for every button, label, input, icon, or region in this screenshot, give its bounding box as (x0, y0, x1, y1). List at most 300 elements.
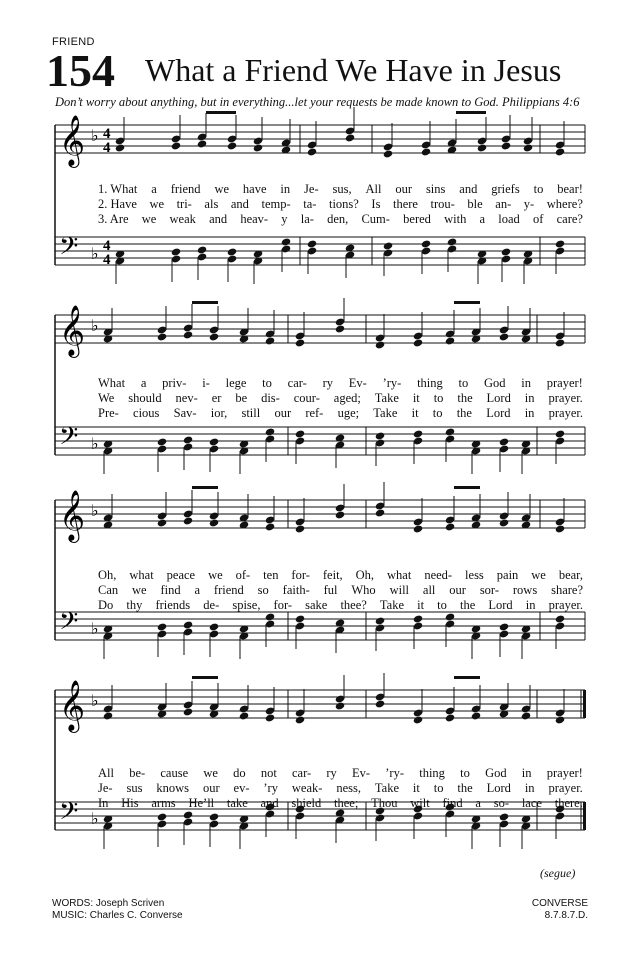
notehead (335, 324, 345, 333)
notehead (253, 143, 263, 152)
lyric-syllable: shield (291, 796, 322, 810)
lyric-syllable: our (202, 781, 220, 795)
treble-clef-icon: 𝄞 (59, 305, 86, 356)
lyric-syllable: do (233, 766, 246, 780)
lyric-syllable: Lord (488, 598, 513, 612)
lyric-syllable: Lord (486, 781, 511, 795)
lyric-syllable: We (98, 391, 115, 405)
notehead (157, 332, 167, 341)
lyric-syllable: prayer. (548, 598, 583, 612)
lyric-line (98, 568, 583, 584)
lyric-syllable: Oh, (98, 568, 117, 582)
notehead (413, 338, 423, 347)
lyric-syllable: we (208, 568, 223, 582)
notehead (555, 715, 565, 724)
flat-key-signature-icon: ♭ (91, 619, 99, 638)
lyric-syllable: In (98, 796, 109, 810)
notehead (375, 699, 385, 708)
lyric-syllable: friend (170, 182, 201, 196)
lyric-syllable: Can (98, 583, 119, 597)
lyric-syllable: Thou (371, 796, 398, 810)
meter: 8.7.8.7.D. (544, 910, 588, 921)
notehead (499, 437, 509, 446)
notehead (375, 340, 385, 349)
notehead (265, 522, 275, 531)
notehead (447, 237, 457, 246)
time-signature: 4 (103, 126, 111, 142)
lyric-syllable: ry (326, 766, 337, 780)
notehead (383, 149, 393, 158)
lyric-syllable: what (129, 568, 154, 582)
lyric-syllable: Ev- (348, 376, 367, 390)
lyric-syllable: Cum- (361, 212, 390, 226)
lyric-syllable: weak- (291, 781, 323, 795)
credits (52, 898, 183, 922)
lyric-syllable: Pre- (98, 406, 119, 420)
scripture-reference: Don’t worry about anything, but in everything...let your requests be made known to God. Philippians 4:6 (55, 95, 580, 109)
lyric-syllable: less (465, 568, 484, 582)
notehead (375, 616, 385, 625)
lyric-syllable: knows (156, 781, 190, 795)
flat-key-signature-icon: ♭ (91, 244, 99, 263)
segue-marking: (segue) (540, 866, 576, 880)
lyric-syllable: Lord (486, 406, 511, 420)
lyric-syllable: we (141, 212, 157, 226)
tune-name-tag: FRIEND (52, 36, 95, 48)
lyric-syllable: uge; (337, 406, 360, 420)
lyric-syllable: ble (467, 197, 483, 211)
lyric-syllable: have (242, 182, 267, 196)
lyric-syllable: still (241, 406, 261, 420)
lyric-syllable: in (280, 182, 291, 196)
lyric-syllable: ’ry- (385, 766, 405, 780)
notehead (555, 239, 565, 248)
notehead (413, 715, 423, 724)
lyric-syllable: aged; (333, 391, 361, 405)
beam (192, 676, 218, 679)
lyric-syllable: the (457, 391, 473, 405)
lyric-syllable: car- (292, 766, 312, 780)
notehead (157, 622, 167, 631)
notehead (421, 147, 431, 156)
bass-clef-icon: 𝄢 (59, 607, 79, 642)
lyric-syllable: Take (374, 391, 399, 405)
notehead (555, 614, 565, 623)
lyric-syllable: 1. What (98, 182, 138, 196)
lyric-syllable: y (281, 212, 288, 226)
lyric-syllable: lege (225, 376, 247, 390)
lyric-syllable: All (98, 766, 114, 780)
lyric-syllable: a (140, 376, 147, 390)
lyric-syllable: and (260, 796, 279, 810)
notehead (477, 143, 487, 152)
lyric-syllable: and (230, 197, 249, 211)
notehead (413, 614, 423, 623)
notehead (521, 711, 531, 720)
lyric-syllable: of (532, 212, 544, 226)
notehead (209, 518, 219, 527)
time-signature: 4 (103, 238, 111, 254)
lyric-syllable: bered (403, 212, 431, 226)
lyric-syllable: Do (98, 598, 114, 612)
final-barline (583, 802, 586, 830)
lyric-syllable: y- (523, 197, 535, 211)
notehead (183, 435, 193, 444)
notehead (265, 713, 275, 722)
lyric-syllable: pain (496, 568, 519, 582)
lyric-syllable: be- (129, 766, 146, 780)
lyric-line (98, 766, 583, 782)
lyric-syllable: and (209, 212, 228, 226)
lyric-syllable: faith- (282, 583, 310, 597)
lyric-syllable: bear, (558, 568, 583, 582)
lyric-syllable: find (442, 796, 463, 810)
lyric-syllable: ten (263, 568, 279, 582)
notehead (183, 516, 193, 525)
lyric-syllable: thing (419, 766, 445, 780)
lyric-syllable: there (393, 197, 418, 211)
notehead (413, 429, 423, 438)
lyric-syllable: heav- (240, 212, 269, 226)
treble-clef-icon: 𝄞 (59, 680, 86, 731)
final-barline (583, 690, 586, 718)
notehead (307, 239, 317, 248)
lyric-syllable: all (422, 583, 436, 597)
lyric-syllable: to (432, 406, 443, 420)
lyric-syllable: trou- (430, 197, 455, 211)
lyric-syllable: sus (126, 781, 143, 795)
lyric-syllable: to (458, 376, 469, 390)
notehead (445, 336, 455, 345)
tune-info (532, 898, 588, 922)
flat-key-signature-icon: ♭ (91, 691, 99, 710)
flat-key-signature-icon: ♭ (91, 316, 99, 335)
lyric-syllable: friend (213, 583, 244, 597)
notehead (295, 715, 305, 724)
lyric-syllable: we (531, 568, 546, 582)
lyric-line (98, 781, 583, 797)
lyric-syllable: in (524, 391, 535, 405)
lyric-syllable: not (260, 766, 277, 780)
lyric-syllable: thy (126, 598, 143, 612)
lyric-syllable: cause (160, 766, 189, 780)
lyric-syllable: share? (551, 583, 583, 597)
time-signature: 4 (103, 140, 111, 156)
lyric-syllable: care? (556, 212, 583, 226)
lyric-line (98, 197, 583, 213)
lyric-syllable: we (132, 583, 147, 597)
lyric-syllable: the (456, 406, 472, 420)
lyric-syllable: we (214, 182, 230, 196)
notehead (157, 437, 167, 446)
lyric-line (98, 182, 583, 198)
notehead (383, 241, 393, 250)
lyric-syllable: of- (235, 568, 251, 582)
lyric-syllable: ’ry- (382, 376, 402, 390)
notehead (209, 812, 219, 821)
notehead (307, 147, 317, 156)
lyric-syllable: with (444, 212, 467, 226)
lyric-syllable: a (194, 583, 201, 597)
notehead (499, 812, 509, 821)
lyric-syllable: ’ry (263, 781, 278, 795)
lyric-syllable: lace (521, 796, 542, 810)
lyric-syllable: should (128, 391, 162, 405)
lyric-syllable: to (437, 598, 447, 612)
lyric-syllable: it (412, 391, 420, 405)
bass-clef-icon: 𝄢 (59, 422, 79, 457)
lyric-syllable: de- (203, 598, 220, 612)
notehead (523, 143, 533, 152)
notehead (103, 711, 113, 720)
lyric-syllable: cious (133, 406, 160, 420)
notehead (171, 141, 181, 150)
notehead (375, 431, 385, 440)
beam (206, 111, 236, 114)
treble-clef-icon: 𝄞 (59, 115, 86, 166)
lyric-syllable: to (533, 182, 544, 196)
lyric-syllable: Take (374, 781, 399, 795)
lyric-syllable: what (387, 568, 412, 582)
lyric-syllable: rows (512, 583, 538, 597)
time-signature: 4 (103, 252, 111, 268)
lyric-syllable: sake (305, 598, 328, 612)
notehead (335, 510, 345, 519)
notehead (555, 338, 565, 347)
lyric-syllable: ta- (303, 197, 317, 211)
lyric-syllable: bear! (557, 182, 583, 196)
lyric-syllable: Take (373, 406, 398, 420)
notehead (499, 518, 509, 527)
notehead (183, 620, 193, 629)
lyric-syllable: feit, (322, 568, 343, 582)
words-credit: WORDS: Joseph Scriven (52, 898, 165, 909)
lyric-syllable: 3. Are (98, 212, 129, 226)
notehead (197, 139, 207, 148)
notehead (295, 338, 305, 347)
lyric-syllable: to (433, 781, 444, 795)
lyric-syllable: ev- (233, 781, 250, 795)
notehead (265, 336, 275, 345)
lyric-syllable: car- (287, 376, 307, 390)
hymn-title: What a Friend We Have in Jesus (145, 52, 562, 88)
notehead (295, 524, 305, 533)
lyric-syllable: ref- (305, 406, 324, 420)
lyric-syllable: arms (151, 796, 176, 810)
lyric-syllable: we (149, 197, 165, 211)
lyric-syllable: What (98, 376, 126, 390)
lyric-syllable: 2. Have (98, 197, 137, 211)
notehead (421, 239, 431, 248)
lyric-syllable: it (412, 781, 420, 795)
lyric-syllable: Ev- (352, 766, 371, 780)
lyric-syllable: Lord (486, 391, 511, 405)
lyric-syllable: weak (169, 212, 196, 226)
lyric-line (98, 391, 583, 407)
notehead (499, 332, 509, 341)
lyric-syllable: ful (323, 583, 338, 597)
lyric-syllable: Oh, (355, 568, 375, 582)
lyric-syllable: our (449, 583, 466, 597)
notehead (157, 518, 167, 527)
lyric-syllable: sor- (479, 583, 500, 597)
tune-name: CONVERSE (531, 898, 588, 909)
lyric-line (98, 583, 583, 599)
lyric-syllable: need- (424, 568, 453, 582)
lyric-syllable: prayer. (548, 781, 583, 795)
lyric-syllable: Sav- (173, 406, 197, 420)
music-credit: MUSIC: Charles C. Converse (52, 910, 183, 921)
lyric-syllable: nev- (175, 391, 198, 405)
lyric-line (98, 212, 583, 228)
lyric-syllable: griefs (491, 182, 520, 196)
notehead (239, 711, 249, 720)
lyric-syllable: our (395, 182, 413, 196)
lyric-syllable: prayer! (546, 376, 583, 390)
lyric-syllable: All (365, 182, 382, 196)
lyric-syllable: to (262, 376, 272, 390)
lyric-syllable: prayer. (548, 406, 583, 420)
lyric-syllable: take (226, 796, 248, 810)
lyric-syllable: in (521, 376, 532, 390)
lyric-syllable: Is (371, 197, 381, 211)
notehead (209, 437, 219, 446)
lyric-syllable: tri- (176, 197, 192, 211)
notehead (209, 622, 219, 631)
notehead (471, 711, 481, 720)
lyric-syllable: la- (300, 212, 314, 226)
bass-clef-icon: 𝄢 (59, 797, 79, 832)
lyric-syllable: and (459, 182, 478, 196)
notehead (445, 713, 455, 722)
lyric-syllable: ior, (210, 406, 228, 420)
notehead (555, 524, 565, 533)
notehead (281, 237, 291, 246)
lyric-syllable: God (485, 766, 507, 780)
notehead (171, 247, 181, 256)
notehead (227, 141, 237, 150)
lyric-syllable: Je- (304, 182, 319, 196)
lyric-syllable: in (525, 598, 536, 612)
lyric-syllable: wilt (410, 796, 430, 810)
notehead (227, 247, 237, 256)
notehead (157, 812, 167, 821)
lyric-syllable: priv- (162, 376, 187, 390)
notehead (345, 133, 355, 142)
lyric-syllable: Je- (98, 781, 113, 795)
lyric-syllable: den, (327, 212, 349, 226)
notehead (197, 245, 207, 254)
beam (192, 301, 218, 304)
notehead (445, 522, 455, 531)
lyric-syllable: a (479, 212, 486, 226)
notehead (209, 332, 219, 341)
lyric-syllable: Who (351, 583, 376, 597)
lyric-syllable: He’ll (188, 796, 215, 810)
treble-clef-icon: 𝄞 (59, 490, 86, 541)
lyric-syllable: ry (322, 376, 333, 390)
lyric-syllable: an- (495, 197, 512, 211)
lyric-syllable: a (475, 796, 481, 810)
lyric-syllable: spise, (232, 598, 261, 612)
lyric-syllable: a (151, 182, 157, 196)
lyric-syllable: our (274, 406, 292, 420)
lyric-syllable: in (521, 766, 532, 780)
lyric-syllable: prayer. (548, 391, 583, 405)
beam (456, 111, 486, 114)
lyric-syllable: be (235, 391, 248, 405)
notehead (295, 614, 305, 623)
lyric-syllable: will (389, 583, 410, 597)
beam (454, 486, 480, 489)
notehead (413, 524, 423, 533)
lyric-line (98, 598, 583, 614)
notehead (295, 429, 305, 438)
notehead (183, 707, 193, 716)
lyric-syllable: i- (202, 376, 210, 390)
notehead (555, 429, 565, 438)
lyric-syllable: the (457, 781, 473, 795)
lyric-syllable: thing (417, 376, 443, 390)
lyric-syllable: peace (166, 568, 196, 582)
notehead (555, 147, 565, 156)
lyric-syllable: er (211, 391, 222, 405)
lyric-syllable: thee; (334, 796, 359, 810)
lyric-syllable: it (417, 598, 425, 612)
notehead (501, 141, 511, 150)
lyric-syllable: ness, (336, 781, 361, 795)
beam (192, 486, 218, 489)
beam (454, 301, 480, 304)
lyric-line (98, 406, 583, 422)
lyric-syllable: there. (554, 796, 583, 810)
notehead (445, 427, 455, 436)
hymn-number: 154 (46, 45, 115, 96)
lyric-syllable: als (204, 197, 219, 211)
lyric-syllable: we (203, 766, 218, 780)
lyric-syllable: the (460, 598, 476, 612)
notehead (335, 701, 345, 710)
lyric-syllable: where? (546, 197, 583, 211)
lyric-syllable: for- (291, 568, 310, 582)
lyric-syllable: find (160, 583, 181, 597)
flat-key-signature-icon: ♭ (91, 434, 99, 453)
lyric-syllable: thee? (340, 598, 367, 612)
bass-clef-icon: 𝄢 (59, 232, 79, 267)
lyric-syllable: sins (425, 182, 446, 196)
beam (454, 676, 480, 679)
notehead (265, 427, 275, 436)
lyric-syllable: temp- (261, 197, 291, 211)
lyric-syllable: in (524, 406, 535, 420)
lyric-syllable: load (498, 212, 520, 226)
notehead (183, 330, 193, 339)
lyric-syllable: so- (493, 796, 510, 810)
lyric-syllable: Take (379, 598, 405, 612)
notehead (115, 143, 125, 152)
lyric-line (98, 376, 583, 392)
notehead (375, 508, 385, 517)
flat-key-signature-icon: ♭ (91, 501, 99, 520)
lyric-syllable: it (411, 406, 419, 420)
notehead (501, 247, 511, 256)
lyric-line (98, 796, 583, 812)
flat-key-signature-icon: ♭ (91, 809, 99, 828)
lyric-syllable: friends (155, 598, 191, 612)
lyric-syllable: sus, (332, 182, 352, 196)
lyric-syllable: dis- (261, 391, 280, 405)
lyric-syllable: cour- (293, 391, 320, 405)
